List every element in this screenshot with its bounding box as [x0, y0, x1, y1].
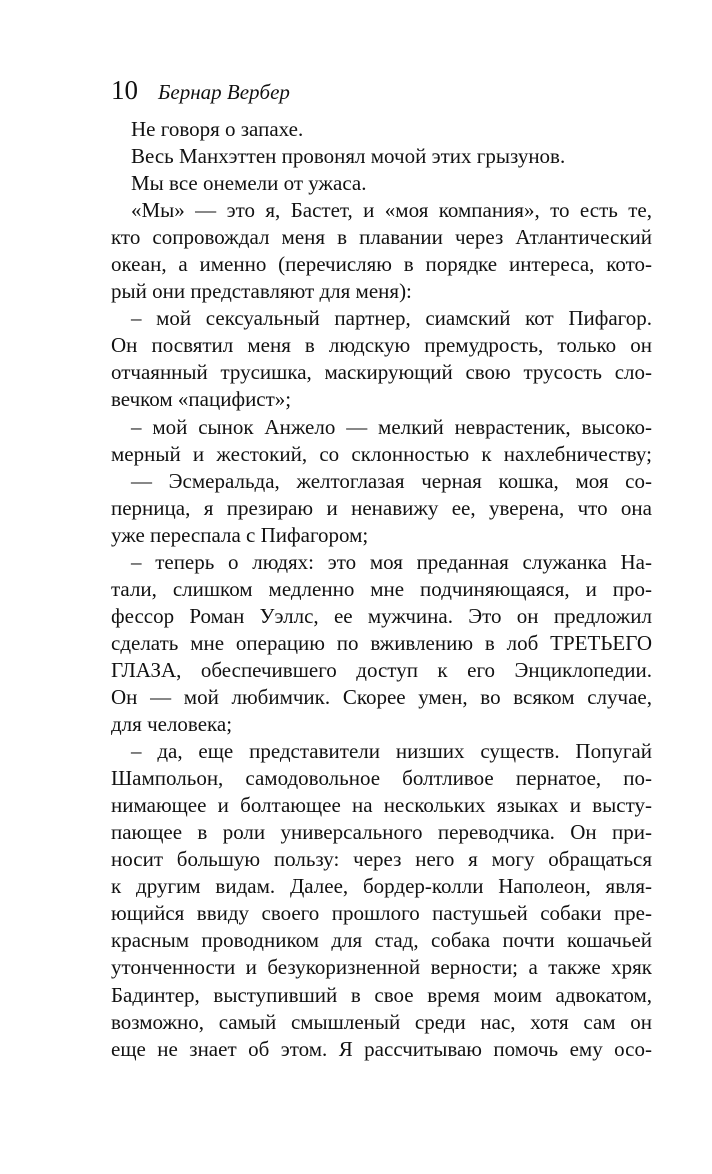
page-number: 10 — [111, 75, 138, 105]
text-line: ГЛАЗА, обеспечившего доступ к его Энциклопедии. — [111, 657, 652, 682]
text-line: Он посвятил меня в людскую премудрость, только он — [111, 333, 652, 358]
text-line: уже переспала с Пифагором; — [111, 522, 369, 547]
text-line: Не говоря о запахе. — [131, 117, 304, 141]
text-line: – теперь о людях: это моя преданная служанка На- — [131, 549, 652, 574]
text-line: Мы все онемели от ужаса. — [131, 171, 367, 196]
text-line: «Мы» — это я, Бастет, и «моя компания», то есть те, — [131, 198, 652, 223]
text-line: отчаянный трусишка, маскирующий свою трусость сло- — [111, 360, 652, 385]
text-line: сделать мне операцию по вживлению в лоб ТРЕТЬЕГО — [111, 630, 652, 655]
text-line: вечком «пацифист»; — [111, 387, 292, 412]
body-text — [111, 116, 652, 1063]
text-line: океан, а именно (перечисляю в порядке интереса, кото- — [111, 252, 652, 277]
text-line: возможно, самый смышленый среди нас, хотя сам он — [111, 1009, 652, 1034]
text-line: рый они представляют для меня): — [111, 279, 412, 304]
running-head — [111, 72, 290, 112]
text-line: кто сопровождал меня в плавании через Атлантический — [111, 225, 652, 250]
text-line: – мой сынок Анжело — мелкий неврастеник, высоко- — [131, 414, 652, 439]
text-line: Шампольон, самодовольное болтливое пернатое, по- — [111, 766, 652, 791]
text-line: перница, я презираю и ненавижу ее, уверена, что она — [111, 495, 652, 520]
text-line: – да, еще представители низших существ. Попугай — [131, 739, 652, 764]
text-line: красным проводником для стад, собака почти кошачьей — [111, 928, 652, 953]
text-line: еще не знает об этом. Я рассчитываю помочь ему осо- — [111, 1036, 652, 1061]
text-line: Он — мой любимчик. Скорее умен, во всяком случае, — [111, 684, 652, 709]
text-line: тали, слишком медленно мне подчиняющаяся, и про- — [111, 576, 652, 601]
text-line: фессор Роман Уэллс, ее мужчина. Это он предложил — [111, 603, 652, 628]
text-line: — Эсмеральда, желтоглазая черная кошка, моя со- — [131, 468, 652, 493]
text-line: пающее в роли универсального переводчика. Он при- — [111, 820, 652, 845]
text-line: Бадинтер, выступивший в свое время моим адвокатом, — [111, 982, 652, 1007]
text-line: носит большую пользу: через него я могу обращаться — [111, 847, 652, 872]
text-line: Весь Манхэттен провонял мочой этих грызунов. — [131, 144, 566, 169]
text-line: мерный и жестокий, со склонностью к нахлебничеству; — [111, 441, 652, 466]
text-line: ющийся ввиду своего прошлого пастушьей собаки пре- — [111, 901, 652, 926]
text-line: для человека; — [111, 712, 233, 737]
running-head-author: Бернар Вербер — [158, 80, 290, 104]
text-line: – мой сексуальный партнер, сиамский кот Пифагор. — [131, 306, 652, 331]
text-line: утонченности и безукоризненной верности; а также хряк — [111, 955, 652, 980]
text-line: нимающее и болтающее на нескольких языках и высту- — [111, 793, 652, 818]
text-line: к другим видам. Далее, бордер-колли Наполеон, явля- — [111, 874, 652, 899]
